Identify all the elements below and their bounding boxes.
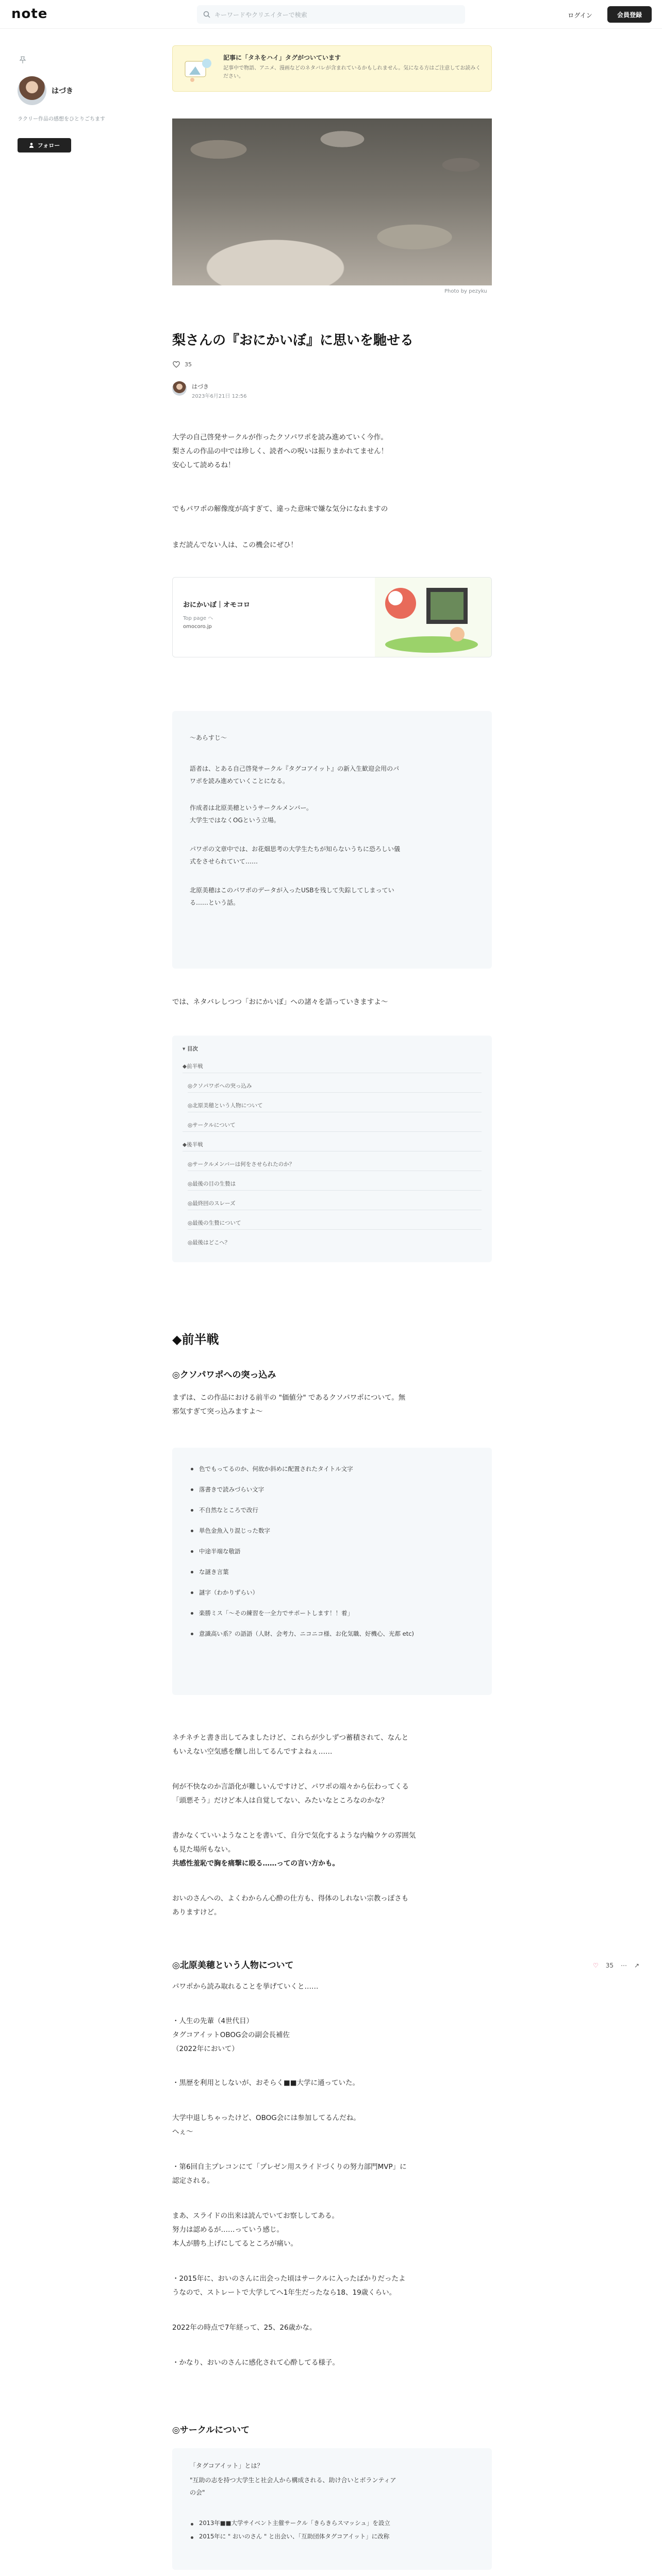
paragraph-line: ・かなり、おいのさんに感化されて心酔してる様子。	[172, 2359, 339, 2367]
paragraph-line: 書かなくていいようなことを書いて、自分で気化するような内輪ウケの雰囲気	[172, 1832, 416, 1840]
author-description: ラクリー作品の感想をひとりごちます	[18, 116, 105, 122]
toc-item[interactable]: ◆前半戦	[183, 1063, 203, 1070]
list-item: 2015年に " おいのさん " と出会い、「互助団体タグコアイット」に改称	[199, 2533, 390, 2540]
paragraph-line: ・黒歴を利用としないが、おそらく■■大学に通っていた。	[172, 2079, 360, 2087]
toc-item-text: 後半戦	[187, 1142, 203, 1148]
signup-button[interactable]: 会員登録	[607, 6, 652, 23]
floating-actions	[593, 1962, 639, 1969]
heart-icon[interactable]	[172, 361, 180, 368]
spoiler-illustration-icon	[182, 54, 215, 84]
box-line: "互助の志を持つ大学生と社会人から構成される、助け合いとボランティア	[190, 2477, 396, 2484]
toc-item-text: 最終回のスレーズ	[192, 1200, 236, 1207]
synopsis-line: パワポの文章中では、お花畑思考の大学生たちが知らないうちに恐ろしい儀	[190, 845, 401, 853]
paragraph-line: 邪気すぎて突っ込みますよ〜	[172, 1408, 263, 1416]
float-like-count: 35	[605, 1962, 614, 1969]
toc-item[interactable]: ◆後半戦	[183, 1142, 203, 1148]
kuso-list-box	[172, 1448, 492, 1695]
note-logo[interactable]: note	[11, 6, 48, 22]
toc-item[interactable]: ◎クソパワポへの突っ込み	[188, 1083, 252, 1089]
notice-body: 記事中で物語、アニメ、漫画などのネタバレが含まれているかもしれません。気になる方はご注意してお読みください。	[223, 65, 481, 79]
table-of-contents	[172, 1036, 492, 1262]
intro-line: 大学の自己啓発サークルが作ったクソパワポを読み進めていく今作。	[172, 433, 388, 442]
box-line: の会"	[190, 2489, 205, 2496]
bullet-icon	[191, 1550, 193, 1553]
paragraph-line: も見た場所もない。	[172, 1845, 235, 1854]
toc-divider	[188, 1229, 482, 1230]
synopsis-line: 作成者は北原美穂というサークルメンバー。	[190, 804, 312, 811]
embed-title: おにかいぼ｜オモコロ	[183, 601, 251, 609]
toc-item[interactable]: ◎サークルメンバーは何をさせられたのか？	[188, 1161, 295, 1167]
synopsis-line: 式をさせられていて……	[190, 858, 258, 865]
toc-item[interactable]: ◎最後はどこへ？	[188, 1240, 230, 1246]
bullet-icon	[191, 1612, 193, 1615]
bold-line: 共感性羞恥で胸を痛撃に殴る……っての言い方かも。	[172, 1859, 339, 1868]
embed-description: Top page へ	[183, 616, 213, 621]
list-item: 落書きで読みづらい文字	[199, 1486, 264, 1493]
toc-item-text: クソパワポへの突っ込み	[192, 1083, 252, 1089]
paragraph-line: ・2015年に、おいのさんに出会った頃はサークルに入ったばかりだったよ	[172, 2275, 406, 2283]
like-count: 35	[185, 361, 192, 368]
toc-item[interactable]: ◎最終回のスレーズ	[188, 1200, 236, 1207]
toc-item[interactable]: ◎サークルについて	[188, 1122, 236, 1128]
synopsis-line: 北原美穂はこのパワポのデータが入ったUSBを残して失踪してしまってい	[190, 887, 394, 894]
toc-item[interactable]: ◎最後の目の生贄は	[188, 1181, 236, 1187]
paragraph-line: 何が不快なのか言語化が難しいんですけど、パワポの端々から伝わってくる	[172, 1783, 409, 1791]
bullet-icon	[191, 1571, 193, 1573]
list-item: 中途半端な敬語	[199, 1548, 241, 1555]
paragraph-line: 2022年の時点で7年経って、25、26歳かな。	[172, 2324, 317, 2332]
synopsis-line: 大学生ではなくOGという立場。	[190, 817, 280, 824]
author-avatar[interactable]	[18, 76, 46, 105]
paragraph-line: ネチネチと書き出してみましたけど、これらが少しずつ蓄積されて、なんと	[172, 1734, 409, 1742]
follow-button[interactable]	[18, 138, 71, 152]
notice-title: 記事に「タネをハイ」タグがついています	[223, 54, 341, 61]
hero-image	[172, 118, 492, 285]
toc-item[interactable]: ◎北原美穂という人物について	[188, 1103, 263, 1109]
list-item: 2013年■■大学サイベント主催サークル「きらきらスマッシュ」を設立	[199, 2519, 390, 2527]
embed-thumbnail	[375, 578, 491, 657]
list-item: 謎字（わかりずらい）	[199, 1589, 258, 1596]
list-item: 楽勝ミス「〜その練習を一全力でサポートします！！着」	[199, 1609, 353, 1617]
bullet-icon	[191, 1468, 193, 1470]
toc-item-text: 最後の目の生贄は	[192, 1181, 236, 1187]
paragraph-line: もいえない空気感を醸し出してるんですよねぇ……	[172, 1748, 333, 1756]
list-item: 不自然なところで改行	[199, 1506, 258, 1514]
spoiler-notice	[172, 45, 492, 92]
bullet-icon	[191, 2536, 193, 2539]
pin-icon	[19, 56, 27, 64]
paragraph-line: ・第6回自主プレコンにて「プレゼン用スライドづくりの努力部門MVP」に	[172, 2163, 407, 2171]
bullet-icon	[191, 1530, 193, 1532]
synopsis-line: 語者は、とある自己啓発サークル『タグコアイット』の新入生歓迎会用のパ	[190, 765, 400, 772]
search-input[interactable]	[197, 5, 465, 24]
author-name[interactable]: はづき	[52, 87, 73, 95]
toc-divider	[188, 1190, 482, 1191]
subsection-heading: ◎北原美穂という人物について	[172, 1960, 294, 1971]
paragraph-line: 本人が勝ち上げにしてるところが痛い。	[172, 2240, 297, 2248]
paragraph-line: ・人生の先輩（4世代目）	[172, 2017, 254, 2025]
intro-line: 梨さんの作品の中では珍しく、読者への呪いは振りまかれてません！	[172, 447, 388, 455]
toc-item-text: サークルメンバーは何をさせられたのか？	[192, 1161, 295, 1167]
author-avatar-small[interactable]	[172, 381, 187, 396]
paragraph-line: うなので、ストレートで大学してへ1年生だったなら18、19歳くらい。	[172, 2289, 396, 2297]
bullet-icon	[191, 1488, 193, 1491]
link-embed-card[interactable]	[172, 577, 492, 657]
subsection-heading: ◎サークルについて	[172, 2425, 250, 2435]
follow-label: フォロー	[37, 142, 60, 149]
synopsis-box	[172, 711, 492, 969]
paragraph-line: 認定される。	[172, 2177, 214, 2185]
paragraph-line: へぇ〜	[172, 2128, 193, 2136]
paragraph-line: （2022年において）	[172, 2045, 239, 2053]
paragraph-line: 「頭悪そう」だけど本人は自覚してない、みたいなところなのかな？	[172, 1797, 388, 1805]
bullet-icon	[191, 2523, 193, 2526]
subsection-heading: ◎クソパワポへの突っ込み	[172, 1370, 276, 1380]
list-item: 単色金魚入り混じった数字	[199, 1527, 270, 1534]
toc-item-text: 最後の生贄について	[192, 1220, 241, 1226]
lead-paragraph: では、ネタバレしつつ「おにかいぼ」への諸々を語っていきますよ〜	[172, 998, 388, 1006]
synopsis-line: る……という話。	[190, 899, 240, 906]
embed-domain: omocoro.jp	[183, 624, 212, 630]
share-icon[interactable]: ↗	[634, 1962, 640, 1969]
toc-item-text: 北原美穂という人物について	[192, 1103, 263, 1109]
toc-divider	[183, 1131, 482, 1132]
chevron-down-icon: ▾	[183, 1046, 187, 1052]
intro-line: でもパワポの解像度が高すぎて、違った意味で嫌な気分になれますの	[172, 505, 388, 513]
search-icon	[203, 11, 210, 18]
box-line: 「タグコアイット」とは？	[190, 2462, 263, 2469]
person-add-icon	[29, 142, 35, 148]
intro-line: 安心して読めるね！	[172, 461, 235, 469]
author-name-meta[interactable]: はづき	[192, 383, 209, 390]
hero-credit: Photo by pezyku	[444, 289, 487, 294]
bullet-icon	[191, 1509, 193, 1512]
list-item: 色でもってるのか、何故か斜めに配置されたタイトル文字	[199, 1465, 353, 1472]
circle-info-box	[172, 2448, 492, 2570]
paragraph-line: まずは、この作品における前半の "価値分" であるクソパワポについて。無	[172, 1394, 406, 1402]
toc-label[interactable]	[183, 1045, 198, 1053]
paragraph-line: おいのさんへの、よくわからん心酔の仕方も、得体のしれない宗教っぽさも	[172, 1894, 409, 1903]
article-title: 梨さんの『おにかいぼ』に思いを馳せる	[172, 333, 414, 348]
like-row	[172, 361, 192, 368]
paragraph-line: 努力は認めるが……っていう感じ。	[172, 2226, 284, 2234]
section-heading: ◆前半戦	[172, 1332, 219, 1347]
publish-date: 2023年6月21日 12:56	[192, 394, 247, 399]
synopsis-heading: 〜あらすじ〜	[190, 734, 227, 741]
site-header	[0, 0, 662, 29]
list-item: 意識高い系？の語語（人財、会考力、ニコニコ様、お化気職、好機心、光都 etc)	[199, 1630, 415, 1637]
toc-item-text: サークルについて	[192, 1122, 236, 1128]
float-heart-icon[interactable]: ♡	[593, 1962, 599, 1969]
more-icon[interactable]: ⋯	[621, 1962, 627, 1969]
login-button[interactable]: ログイン	[568, 11, 592, 19]
list-item: な謎き言葉	[199, 1568, 229, 1575]
paragraph-line: ありますけど。	[172, 1908, 221, 1917]
toc-divider	[188, 1092, 482, 1093]
paragraph-line: タグコアイットOBOG会の副会長補佐	[172, 2031, 290, 2039]
bullet-icon	[191, 1591, 193, 1594]
paragraph-line: 大学中退しちゃったけど、OBOG会には参加してるんだね。	[172, 2114, 360, 2122]
search-placeholder: キーワードやクリエイターで検索	[214, 11, 307, 19]
intro-line: まだ読んでない人は、この機会にぜひ！	[172, 541, 297, 549]
bullet-icon	[191, 1633, 193, 1635]
toc-label-text: 目次	[187, 1046, 198, 1052]
toc-item-text: 前半戦	[187, 1063, 203, 1070]
synopsis-line: ワポを読み進めていくことになる。	[190, 777, 289, 785]
paragraph-line: パワポから読み取れることを挙げていくと……	[172, 1982, 319, 1991]
paragraph-line: まあ、スライドの出来は読んでいてお察ししてある。	[172, 2212, 339, 2220]
toc-item-text: 最後はどこへ？	[192, 1240, 230, 1246]
toc-item[interactable]: ◎最後の生贄について	[188, 1220, 241, 1226]
